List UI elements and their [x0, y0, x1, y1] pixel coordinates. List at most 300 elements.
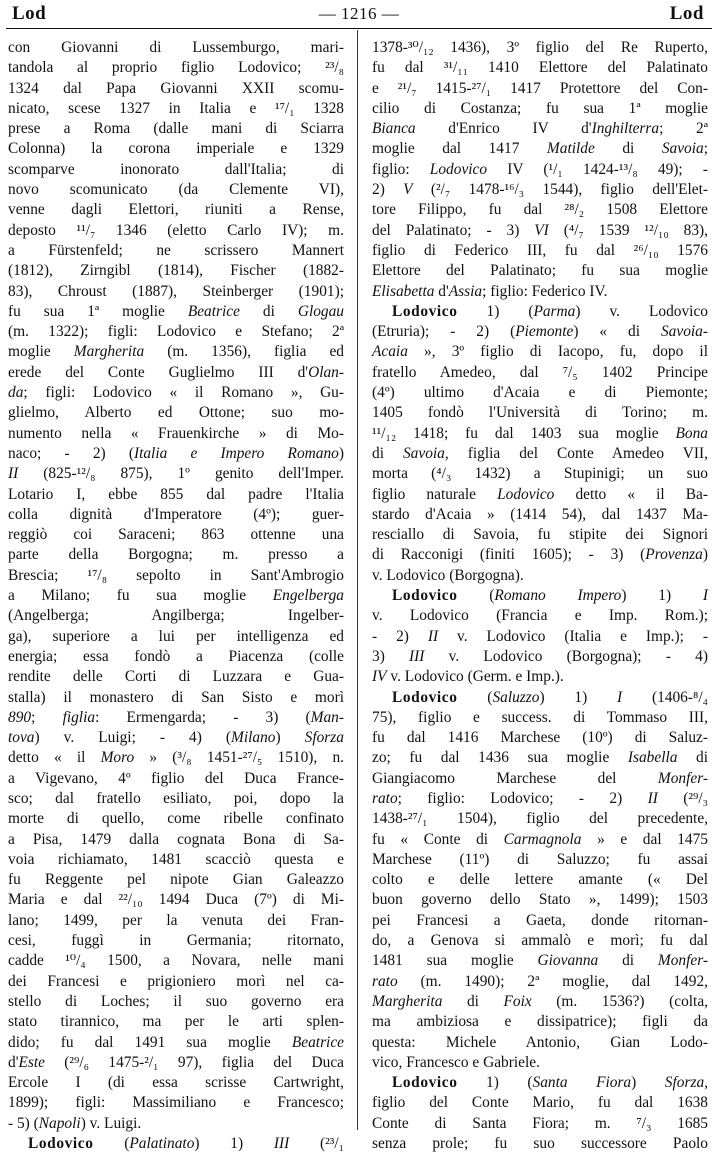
italic-text: Moro [100, 749, 135, 767]
text-line [372, 99, 708, 119]
text-run: Maria e dal ²²/₁₀ 1494 Duca (7º) di Mi- [8, 891, 344, 909]
text-run: ; figli: Lodovico « il Romano », Gu- [23, 384, 344, 402]
text-run: (²⁹/₃ [657, 789, 708, 807]
text-run: ) v. Luigi; - 4) ( [34, 729, 232, 747]
text-line [8, 383, 344, 403]
text-run: v. Lodovico (Francia e Imp. Rom.); [372, 607, 708, 625]
text-line [8, 525, 344, 545]
italic-text: 890 [8, 708, 32, 726]
text-run: novo scomunicato (da Clemente VI), [8, 181, 344, 199]
text-run: morta (⁴/₃ 1432) a Stupinigi; un suo [372, 465, 708, 483]
text-run: Elettore del Palatinato; fu sua moglie [372, 262, 708, 280]
text-line [8, 464, 344, 484]
text-run: dido; fu dal 1491 sua moglie [8, 1033, 292, 1051]
text-line [372, 931, 708, 951]
text-line [372, 505, 708, 525]
text-run: di [677, 749, 708, 767]
italic-text: Glogau [297, 302, 345, 320]
italic-text: Savoia- [660, 323, 708, 341]
text-line [372, 485, 708, 505]
text-run: ) v. Lodovico [575, 302, 708, 320]
text-line [372, 850, 708, 870]
text-run: ; 2ª [659, 120, 708, 138]
italic-text: Monfer- [657, 952, 708, 970]
text-line [372, 302, 708, 322]
text-run: v. Lodovico (Italia e Imp.); - [438, 627, 708, 645]
italic-text: II [8, 465, 19, 483]
text-line [8, 667, 344, 687]
text-line [8, 850, 344, 870]
text-line [372, 809, 708, 829]
italic-text: V [403, 181, 413, 199]
entry-headword: Lodovico [392, 688, 458, 706]
text-run: Giangiacomo Marchese del [372, 769, 658, 787]
text-run: v. Lodovico (Borgogna); - 4) [424, 647, 708, 665]
text-line [372, 1033, 708, 1053]
text-run: v. Lodovico (Borgogna). [372, 566, 524, 584]
italic-text: Parma [533, 302, 576, 320]
text-run: Ercole I (di essa scrisse Cartwright, [8, 1074, 344, 1092]
text-line [8, 809, 344, 829]
text-run: ( [93, 1135, 130, 1153]
text-line [8, 1053, 344, 1073]
text-line [372, 890, 708, 910]
text-run: a Pisa, 1479 dalla cognata Bona di Sa- [8, 830, 344, 848]
text-line [372, 160, 708, 180]
text-run: (Etruria); - 2) ( [372, 323, 516, 341]
text-run: ; [703, 140, 708, 158]
text-run: ¹¹/₁₂ 1418; fu dal 1403 sua moglie [372, 424, 676, 442]
italic-text: Sforza [664, 1074, 705, 1092]
italic-text: Margherita [73, 343, 145, 361]
text-run: tore Filippo, fu dal ²⁸/₂ 1508 Elettore [372, 201, 708, 219]
text-run: 1438-²⁷/₁ 1504), figlio del precedente, [372, 810, 708, 828]
italic-text: II [647, 789, 658, 807]
text-run: del Palatinato; - 3) [372, 221, 535, 239]
italic-text: Palatinato [129, 1135, 195, 1153]
text-line [8, 688, 344, 708]
text-line [8, 870, 344, 890]
italic-text: Matilde [546, 140, 595, 158]
text-run: Conte di Santa Fiora; m. ⁷/₃ 1685 [372, 1114, 708, 1132]
running-head-right: Lod [669, 3, 704, 24]
text-line [372, 870, 708, 890]
text-line [372, 728, 708, 748]
text-run: zo; fu dal 1436 sua moglie [372, 749, 628, 767]
text-run: di [598, 952, 658, 970]
text-line [372, 627, 708, 647]
text-line [8, 890, 344, 910]
text-run: 2) [372, 181, 404, 199]
text-run: detto « il Ba- [554, 485, 708, 503]
text-run: 1481 sua moglie [372, 952, 538, 970]
text-line [8, 444, 344, 464]
text-line [372, 282, 708, 302]
text-line [372, 424, 708, 444]
text-line [372, 647, 708, 667]
text-line [8, 951, 344, 971]
text-line [8, 748, 344, 768]
italic-text: IV [372, 668, 387, 686]
text-line [372, 972, 708, 992]
text-line [372, 38, 708, 58]
text-line [8, 342, 344, 362]
text-run: colto e delle lettere amante (« Del [372, 871, 708, 889]
text-line [372, 363, 708, 383]
text-run: scomparve inonorato dall'Italia; di [8, 160, 344, 178]
text-line [8, 992, 344, 1012]
text-run: d' [434, 282, 449, 300]
text-run: ) v. Luigi. [80, 1114, 142, 1132]
italic-text: Monfer- [657, 769, 708, 787]
text-line [8, 728, 344, 748]
text-run: resciallo di Savoia, fu stipite dei Signori [372, 526, 708, 544]
text-run: , figlia del Conte Amedeo VII, [444, 444, 708, 462]
italic-text: Bianca [372, 120, 416, 138]
text-line [8, 403, 344, 423]
text-run: ) 1) [194, 1135, 274, 1153]
text-line [372, 911, 708, 931]
text-line [372, 444, 708, 464]
text-line [372, 951, 708, 971]
text-run: ma ambiziosa e dissipatrice); figli da [372, 1013, 708, 1031]
text-run: ) « di [573, 323, 661, 341]
text-line [372, 708, 708, 728]
text-run: IV (¹/₁ 1424-¹³/₈ 49); - [487, 160, 708, 178]
italic-text: Assia [448, 282, 483, 300]
text-line [8, 708, 344, 728]
text-line [8, 1093, 344, 1113]
text-run: (m. 1322); figli: Lodovico e Stefano; 2ª [8, 323, 344, 341]
text-line [8, 261, 344, 281]
italic-text: Piemonte [515, 323, 574, 341]
text-run: 3) [372, 647, 410, 665]
italic-text: I [702, 587, 708, 605]
text-run: (4º) ultimo d'Acaia e di Piemonte; [372, 384, 708, 402]
text-run: cilio di Costanza; fu sua 1ª moglie [372, 99, 708, 117]
text-run: di [594, 140, 662, 158]
text-run: figlio del Conte Mario, fu dal 1638 [372, 1094, 708, 1112]
text-line [8, 485, 344, 505]
text-run: a Fürstenfeld; ne scrissero Mannert [8, 241, 344, 259]
text-line [8, 830, 344, 850]
text-run: con Giovanni di Lussemburgo, mari- [8, 39, 344, 56]
text-line [8, 302, 344, 322]
text-line [372, 200, 708, 220]
text-run: voia richiamato, 1481 scacciò questa e [8, 850, 344, 868]
text-line [372, 525, 708, 545]
italic-text: Foix [503, 992, 532, 1010]
text-run: rendite delle Corti di Luzzara e Gua- [8, 668, 344, 686]
text-run: stardo d'Acaia » (1414 54), dal 1437 Ma- [372, 505, 708, 523]
text-run: ( [457, 587, 495, 605]
text-run: 83), Chroust (1887), Steinberger (1901); [8, 282, 344, 300]
text-run: energia; essa fondò a Piacenza (colle [8, 647, 344, 665]
text-run: dei Francesi e prigioniero morì nel ca- [8, 972, 344, 990]
text-run: a Vigevano, 4º figlio del Duca France- [8, 769, 344, 787]
italic-text: Olan- [308, 363, 344, 381]
text-run: fu Reggente pel nipote Gian Galeazzo [8, 871, 344, 889]
text-run: 1) ( [457, 1074, 533, 1092]
text-line [8, 911, 344, 931]
text-run: ) [702, 546, 708, 564]
italic-text: Elisabetta [372, 282, 435, 300]
text-run: 1324 dal Papa Giovanni XXII scomu- [8, 79, 344, 97]
italic-text: Engelberga [272, 587, 344, 605]
text-run: parte della Borgogna; m. presso a [8, 546, 344, 564]
italic-text: Bona [675, 424, 708, 442]
entry-headword: Lodovico [392, 302, 458, 320]
text-line [8, 119, 344, 139]
text-line [8, 221, 344, 241]
text-line [372, 606, 708, 626]
text-line [372, 769, 708, 789]
italic-text: da [8, 384, 24, 402]
entry-headword: Lodovico [392, 1074, 458, 1092]
text-run: ) [338, 444, 344, 462]
text-run: stello di Loches; il suo governo era [8, 992, 344, 1010]
text-run: vico, Francesco e Gabriele. [372, 1053, 540, 1071]
text-run: (m. 1356), figlia ed [144, 343, 344, 361]
text-line [8, 38, 344, 58]
text-line [8, 424, 344, 444]
text-run: tandola al proprio figlio Lodovico; ²³/₈ [8, 59, 344, 77]
text-run: v. Lodovico (Germ. e Imp.). [386, 668, 564, 686]
text-line [8, 931, 344, 951]
text-run: (²/₇ 1478-¹⁶/₃ 1544), figlio dell'Elet- [412, 181, 708, 199]
italic-text: Giovanna [537, 952, 599, 970]
italic-text: II [427, 627, 439, 645]
text-run: detto « il [8, 749, 101, 767]
text-line [8, 586, 344, 606]
text-run: ) [275, 729, 305, 747]
text-line [8, 647, 344, 667]
italic-text: Lodovico [497, 485, 555, 503]
text-run: do, a Genova si ammalò e morì; fu dal [372, 932, 708, 950]
text-run: ) 1) [621, 587, 703, 605]
text-line [372, 79, 708, 99]
text-line [8, 972, 344, 992]
italic-text: tova [8, 729, 35, 747]
italic-text: Sforza [304, 729, 344, 747]
text-line [8, 789, 344, 809]
text-run: glielmo, Alberto ed Ottone; suo mo- [8, 404, 344, 422]
left-column [8, 38, 345, 1153]
text-run: sco; dal fratello esiliato, poi, dopo la [8, 789, 344, 807]
text-run: buon governo dello Stato », 1499); 1503 [372, 891, 708, 909]
text-run: (1812), Zirngibl (1814), Fischer (1882- [8, 262, 344, 280]
entry-headword: Lodovico [392, 587, 458, 605]
text-run: moglie dal 1417 [372, 140, 547, 158]
text-line [372, 322, 708, 342]
text-run: 1378-³⁰/₁₂ 1436), 3º figlio del Re Ruperto, [372, 39, 708, 56]
italic-text: III [409, 647, 425, 665]
text-run: di Racconigi (finiti 1605); - 3) ( [372, 546, 646, 564]
text-run: di [372, 444, 403, 462]
text-run: ; figlio: Federico IV. [482, 282, 608, 300]
text-run: (Angelberga; Angilberga; Ingelber- [8, 607, 344, 625]
italic-text: Lodovico [429, 160, 488, 178]
text-line [8, 160, 344, 180]
text-run: , [704, 1074, 708, 1092]
text-line [8, 363, 344, 383]
text-run: Lotario I, ebbe 855 dal padre l'Italia [8, 485, 344, 503]
text-line [372, 119, 708, 139]
italic-text: Saluzzo [492, 688, 540, 706]
text-run: Brescia; ¹⁷/₈ sepolto in Sant'Ambrogio [8, 566, 344, 584]
running-head-left: Lod [12, 3, 47, 24]
text-line [8, 322, 344, 342]
italic-text: Savoia [402, 444, 445, 462]
italic-text: Margherita [372, 992, 443, 1010]
text-run: (m. 1536?) (colta, [531, 992, 708, 1010]
text-line [8, 180, 344, 200]
text-run: figlio di Federico III, fu dal ²⁶/₁₀ 1576 [372, 241, 708, 259]
text-run: Marchese (11º) di Saluzzo; fu assai [372, 850, 708, 868]
text-run: stato tirannico, ma per le arti splen- [8, 1013, 344, 1031]
text-line [8, 566, 344, 586]
text-run: » (³/₈ 1451-²⁷/₅ 1510), n. [134, 749, 344, 767]
text-line [8, 1033, 344, 1053]
italic-text: Romano Impero [494, 587, 622, 605]
page-number: — 1216 — [318, 4, 400, 23]
italic-text: figlia [62, 708, 96, 726]
italic-text: Este [18, 1053, 45, 1071]
text-line [372, 342, 708, 362]
text-line [8, 99, 344, 119]
text-run: questa: Michele Antonio, Gian Lodo- [372, 1033, 708, 1051]
text-line [372, 566, 708, 586]
column-divider [357, 30, 358, 1130]
italic-text: Italia e Impero Romano [133, 444, 339, 462]
text-run: a Milano; fu sua moglie [8, 587, 273, 605]
text-run: (m. 1490); 2ª moglie, dal 1492, [397, 972, 708, 990]
text-run: (825-¹²/₈ 875), 1º genito dell'Imper. [18, 465, 344, 483]
text-line [8, 545, 344, 565]
text-line [8, 1012, 344, 1032]
text-run: (²³/₁ [289, 1135, 344, 1153]
text-run: senza prole; fu suo successore Paolo [372, 1135, 708, 1153]
text-line [372, 586, 708, 606]
italic-text: Isabella [627, 749, 678, 767]
italic-text: Santa Fiora [532, 1074, 632, 1092]
text-line [8, 1134, 344, 1154]
text-run: fu dal ³¹/₁₁ 1410 Elettore del Palatinato [372, 59, 708, 77]
text-run: ga), superiore a lui per intelligenza ed [8, 627, 344, 645]
text-line [372, 403, 708, 423]
text-line [8, 769, 344, 789]
italic-text: Provenza [645, 546, 703, 564]
text-line [8, 606, 344, 626]
text-run: figlio naturale [372, 485, 498, 503]
text-line [372, 241, 708, 261]
text-run: lano; 1499, per la venuta dei Fran- [8, 911, 344, 929]
text-run: fratello Amedeo, dal ⁷/₅ 1402 Principe [372, 363, 708, 381]
text-run: (1406-⁸/₄ [622, 688, 708, 706]
text-line [372, 1073, 708, 1093]
text-run: erede del Conte Guglielmo III d' [8, 363, 309, 381]
text-run: 1405 fondò l'Università di Torino; m. [372, 404, 708, 422]
text-run: naco; - 2) ( [8, 444, 134, 462]
text-run: numento nella « Frauenkirche » di Mo- [8, 424, 344, 442]
text-line [372, 1134, 708, 1154]
italic-text: Man- [310, 708, 344, 726]
text-line [372, 789, 708, 809]
text-run: nicato, scese 1327 in Italia e ¹⁷/₁ 1328 [8, 99, 344, 117]
text-run: moglie [8, 343, 74, 361]
text-run: morte di quello, come ribelle confinato [8, 810, 344, 828]
text-line [8, 505, 344, 525]
text-run: ; figlio: Lodovico; - 2) [397, 789, 648, 807]
text-run: d' [8, 1053, 19, 1071]
text-line [372, 1093, 708, 1113]
text-line [372, 1114, 708, 1134]
text-run: ( [457, 688, 493, 706]
text-line [372, 688, 708, 708]
right-column [372, 38, 708, 1153]
text-line [8, 282, 344, 302]
text-line [372, 830, 708, 850]
text-run: ) [631, 1074, 665, 1092]
italic-text: Beatrice [291, 1033, 344, 1051]
text-line [8, 627, 344, 647]
text-run: di [442, 992, 504, 1010]
text-run: di [239, 302, 298, 320]
text-line [372, 261, 708, 281]
italic-text: rato [372, 789, 398, 807]
text-run: 1899); figli: Massimiliano e Francesco; [8, 1094, 344, 1112]
text-run: fu dal 1416 Marchese (10º) di Saluz- [372, 729, 708, 747]
text-run: » e dal 1475 [581, 830, 708, 848]
text-run: d'Enrico IV d' [415, 120, 592, 138]
text-line [372, 1012, 708, 1032]
text-line [8, 200, 344, 220]
italic-text: rato [372, 972, 398, 990]
text-line [8, 241, 344, 261]
text-line [8, 1114, 344, 1134]
text-run: - 5) ( [8, 1114, 39, 1132]
italic-text: Inghilterra [591, 120, 660, 138]
italic-text: III [273, 1135, 290, 1153]
italic-text: Carmagnola [503, 830, 582, 848]
text-line [372, 180, 708, 200]
text-run: (²⁹/₆ 1475-²/₁ 97), figlia del Duca [44, 1053, 344, 1071]
text-run: pei Francesi a Gaeta, donde ritornan- [372, 911, 708, 929]
italic-text: Acaia [372, 343, 408, 361]
text-line [372, 464, 708, 484]
text-run: stalla) il monastero di San Sisto e morì [8, 688, 344, 706]
text-line [372, 139, 708, 159]
text-run: 75), figlio e success. di Tommaso III, [372, 708, 708, 726]
text-run: e ²¹/₇ 1415-²⁷/₁ 1417 Protettore del Con- [372, 79, 708, 97]
text-run: Colonna) la corona imperiale e 1329 [8, 140, 344, 158]
italic-text: Beatrice [187, 302, 240, 320]
text-run: (⁴/₇ 1539 ¹²/₁₀ 83), [548, 221, 708, 239]
text-line [372, 58, 708, 78]
text-run: cadde ¹⁰/₄ 1500, a Novara, nelle mani [8, 952, 344, 970]
italic-text: I [617, 688, 623, 706]
text-line [8, 79, 344, 99]
italic-text: Napoli [38, 1114, 81, 1132]
text-run: fu « Conte di [372, 830, 504, 848]
text-line [372, 748, 708, 768]
text-line [372, 667, 708, 687]
text-run: ; [31, 708, 63, 726]
text-run: colla dignità d'Imperatore (4º); guer- [8, 505, 344, 523]
text-line [372, 992, 708, 1012]
text-line [8, 1073, 344, 1093]
text-run: fu sua 1ª moglie [8, 302, 188, 320]
